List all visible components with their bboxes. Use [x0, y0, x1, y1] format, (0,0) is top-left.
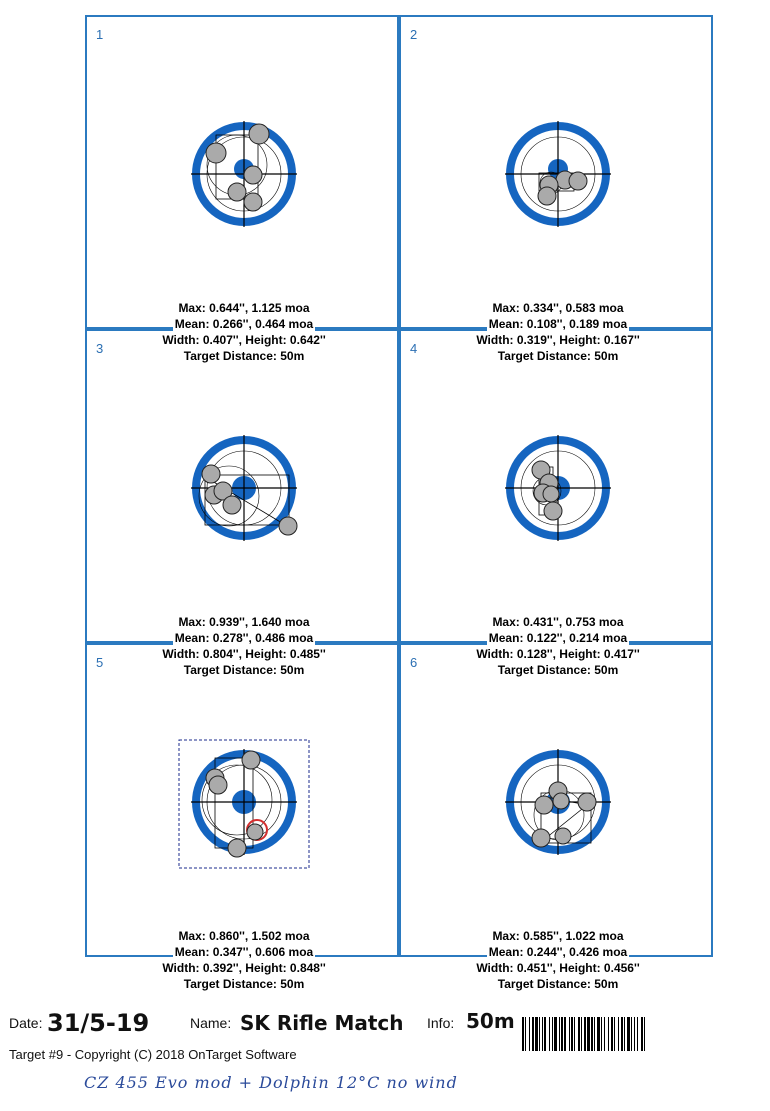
barcode-bar — [529, 1017, 530, 1051]
barcode-bar — [571, 1017, 573, 1051]
sheet-footer — [0, 1005, 770, 1111]
info-value: 50m — [466, 1009, 515, 1033]
group-stats — [401, 614, 715, 678]
stat-mean: Mean: 0.347'', 0.606 moa — [174, 945, 314, 959]
target-cell-4 — [399, 329, 713, 677]
barcode-bar — [559, 1017, 560, 1051]
barcode-bar — [544, 1017, 546, 1051]
group-stats — [87, 928, 401, 992]
barcode-bar — [561, 1017, 563, 1051]
stat-max: Max: 0.431'', 0.753 moa — [492, 615, 624, 629]
stat-distance: Target Distance: 50m — [183, 663, 305, 677]
stat-mean: Mean: 0.266'', 0.464 moa — [174, 317, 314, 331]
barcode-bar — [552, 1017, 553, 1051]
target-sheet-grid — [85, 15, 713, 991]
target-diagram — [87, 331, 401, 645]
target-number: 3 — [96, 341, 104, 356]
target-diagram — [87, 645, 401, 959]
stat-distance: Target Distance: 50m — [183, 349, 305, 363]
barcode-bar — [584, 1017, 586, 1051]
barcode-bar — [554, 1017, 557, 1051]
target-diagram — [401, 645, 715, 959]
barcode-bar — [522, 1017, 524, 1051]
barcode-bar — [634, 1017, 635, 1051]
barcode-bar — [574, 1017, 575, 1051]
stat-size: Width: 0.128'', Height: 0.417'' — [476, 647, 640, 661]
handwritten-note: CZ 455 Evo mod + Dolphin 12°C no wind — [84, 1073, 458, 1092]
barcode-bar — [569, 1017, 570, 1051]
stat-max: Max: 0.939'', 1.640 moa — [178, 615, 310, 629]
barcode-bar — [644, 1017, 645, 1051]
target-cell-3 — [85, 329, 399, 677]
barcode-bar — [641, 1017, 643, 1051]
barcode-bar — [614, 1017, 615, 1051]
stat-distance: Target Distance: 50m — [183, 977, 305, 991]
group-stats — [87, 614, 401, 678]
stat-mean: Mean: 0.278'', 0.486 moa — [174, 631, 314, 645]
target-number: 4 — [410, 341, 418, 356]
barcode-bar — [608, 1017, 609, 1051]
stat-size: Width: 0.392'', Height: 0.848'' — [162, 961, 326, 975]
stat-max: Max: 0.644'', 1.125 moa — [178, 301, 310, 315]
barcode — [522, 1017, 762, 1051]
barcode-bar — [601, 1017, 602, 1051]
stat-distance: Target Distance: 50m — [497, 663, 619, 677]
target-cell-2 — [399, 15, 713, 363]
stat-mean: Mean: 0.244'', 0.426 moa — [488, 945, 628, 959]
barcode-bar — [618, 1017, 619, 1051]
stat-distance: Target Distance: 50m — [497, 349, 619, 363]
barcode-bar — [549, 1017, 550, 1051]
barcode-bar — [578, 1017, 580, 1051]
stat-max: Max: 0.585'', 1.022 moa — [492, 929, 624, 943]
target-cell-6 — [399, 643, 713, 991]
barcode-bar — [525, 1017, 526, 1051]
stat-max: Max: 0.334'', 0.583 moa — [492, 301, 624, 315]
stat-mean: Mean: 0.108'', 0.189 moa — [488, 317, 628, 331]
name-value: SK Rifle Match — [240, 1011, 404, 1035]
stat-distance: Target Distance: 50m — [497, 977, 619, 991]
date-label: Date: — [9, 1015, 43, 1031]
target-number: 2 — [410, 27, 418, 42]
barcode-bar — [532, 1017, 534, 1051]
barcode-bar — [535, 1017, 538, 1051]
barcode-bar — [564, 1017, 566, 1051]
barcode-bar — [539, 1017, 540, 1051]
copyright-text: Target #9 - Copyright (C) 2018 OnTarget Software — [9, 1047, 297, 1062]
target-number: 1 — [96, 27, 104, 42]
barcode-bar — [621, 1017, 623, 1051]
barcode-bar — [581, 1017, 582, 1051]
barcode-bar — [587, 1017, 590, 1051]
target-number: 5 — [96, 655, 104, 670]
group-stats — [87, 300, 401, 364]
barcode-bar — [637, 1017, 638, 1051]
stat-max: Max: 0.860'', 1.502 moa — [178, 929, 310, 943]
barcode-bar — [591, 1017, 593, 1051]
stat-size: Width: 0.319'', Height: 0.167'' — [476, 333, 640, 347]
target-cell-5 — [85, 643, 399, 991]
name-label: Name: — [190, 1015, 232, 1031]
group-stats — [401, 928, 715, 992]
target-diagram — [401, 331, 715, 645]
barcode-bar — [542, 1017, 543, 1051]
stat-size: Width: 0.804'', Height: 0.485'' — [162, 647, 326, 661]
barcode-bar — [611, 1017, 613, 1051]
target-number: 6 — [410, 655, 418, 670]
target-diagram — [401, 17, 715, 331]
date-value: 31/5-19 — [47, 1009, 150, 1037]
barcode-bar — [627, 1017, 630, 1051]
barcode-bar — [624, 1017, 625, 1051]
stat-mean: Mean: 0.122'', 0.214 moa — [488, 631, 628, 645]
barcode-bar — [594, 1017, 595, 1051]
stat-size: Width: 0.407'', Height: 0.642'' — [162, 333, 326, 347]
group-stats — [401, 300, 715, 364]
barcode-bar — [631, 1017, 632, 1051]
target-diagram — [87, 17, 401, 331]
stat-size: Width: 0.451'', Height: 0.456'' — [476, 961, 640, 975]
barcode-bar — [597, 1017, 600, 1051]
barcode-bar — [604, 1017, 605, 1051]
info-label: Info: — [427, 1015, 455, 1031]
target-cell-1 — [85, 15, 399, 363]
